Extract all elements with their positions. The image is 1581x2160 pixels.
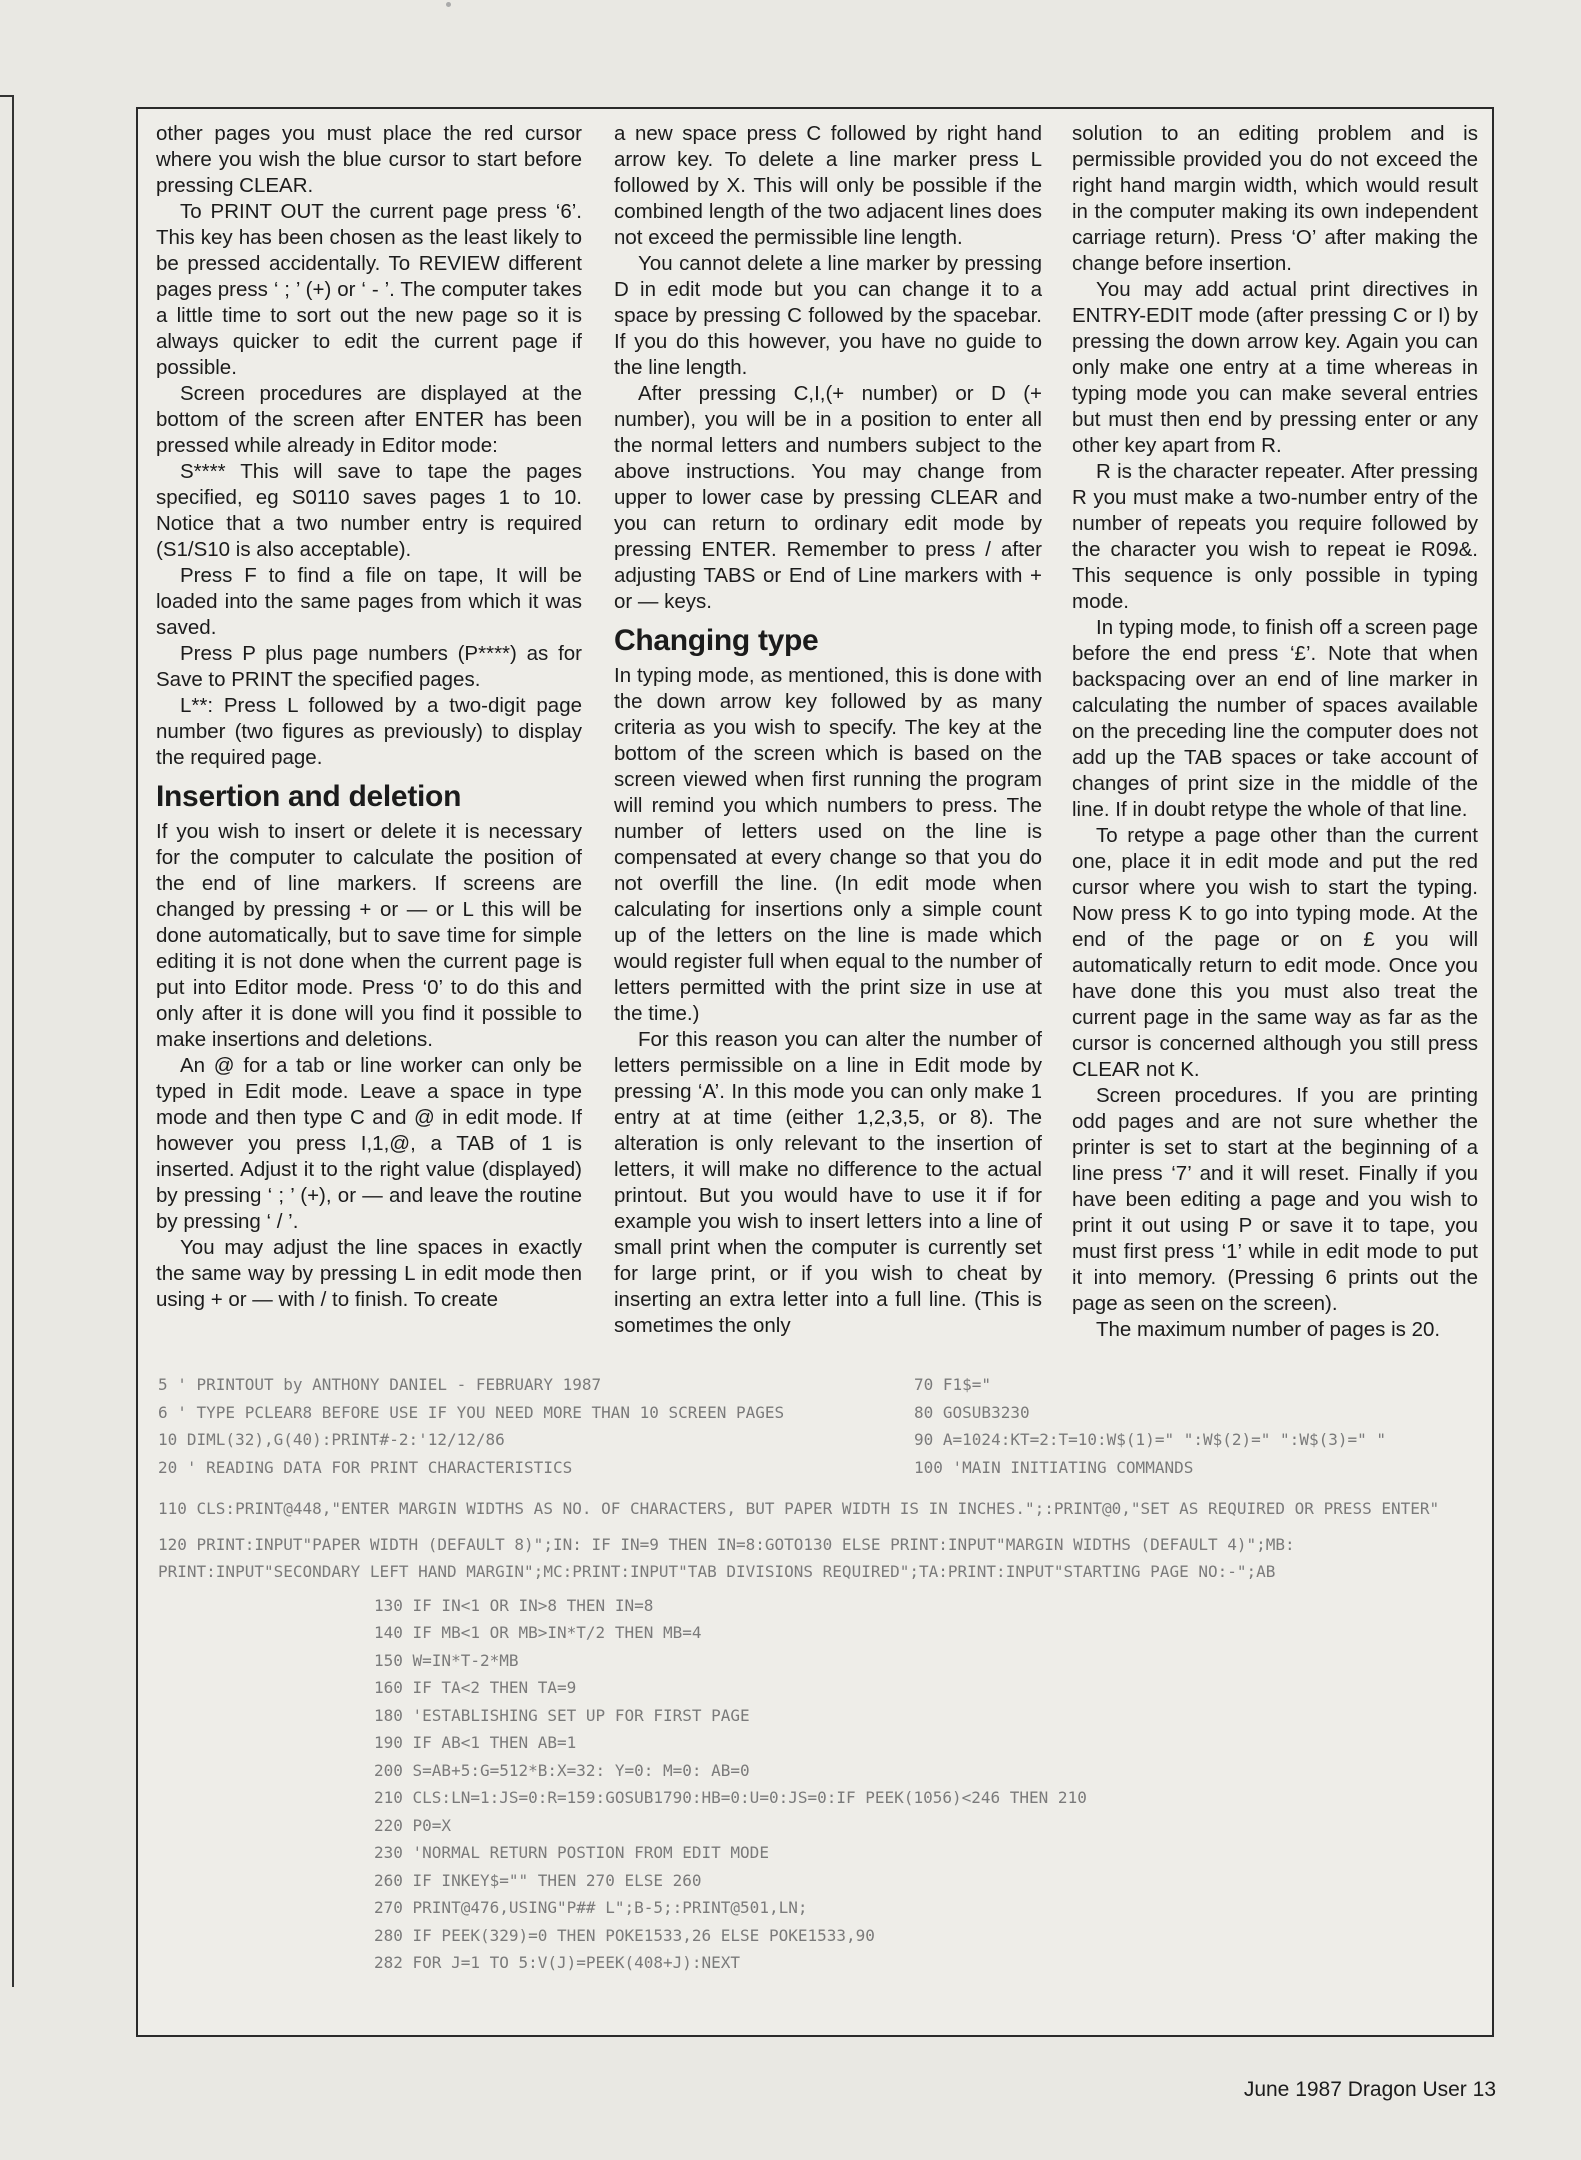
paragraph: The maximum number of pages is 20.	[1096, 1318, 1441, 1341]
column-1	[156, 121, 582, 1313]
section-heading-changing-type: Changing type	[614, 624, 819, 657]
code-line: 270 PRINT@476,USING"P## L";B-5;:PRINT@501,LN;	[374, 1898, 808, 1917]
code-line: 120 PRINT:INPUT"PAPER WIDTH (DEFAULT 8)";IN: IF IN=9 THEN IN=8:GOTO130 ELSE PRINT:INPUT"MARGIN WIDTHS (DEFAULT 4)";MB: PRINT:INPUT"SECONDARY LEFT HAND MARGIN";MC:PRINT:INPUT"TAB DIVISIONS REQUIRED";TA:PRINT:INPUT"STARTING PAGE NO:-";AB	[158, 1534, 1295, 1581]
paragraph: Press P plus page numbers (P****) as for Save to PRINT the specified pages.	[156, 642, 582, 691]
code-line: 110 CLS:PRINT@448,"ENTER MARGIN WIDTHS AS NO. OF CHARACTERS, BUT PAPER WIDTH IS IN INCHES.";:PRINT@0,"SET AS REQUIRED OR PRESS ENTER"	[158, 1499, 1440, 1518]
paragraph: To PRINT OUT the current page press ‘6’. This key has been chosen as the least likely to be pressed accidentally. To REVIEW different pages press ‘ ; ’ (+) or ‘ - ’. The computer takes a little time to sort out the new page so it is always quicker to edit the current page if possible.	[156, 200, 582, 379]
paragraph: Press F to find a file on tape, It will be loaded into the same pages from which it was saved.	[156, 564, 582, 639]
code-line: 6 ' TYPE PCLEAR8 BEFORE USE IF YOU NEED MORE THAN 10 SCREEN PAGES	[158, 1402, 785, 1422]
paragraph: S**** This will save to tape the pages specified, eg S0110 saves pages 1 to 10. Notice that a two number entry is required (S1/S10 is also acceptable).	[156, 460, 582, 561]
paragraph: L**: Press L followed by a two-digit page number (two figures as previously) to display the required page.	[156, 694, 582, 769]
paragraph: solution to an editing problem and is permissible provided you do not exceed the right hand margin width, which would result in the computer making its own independent carriage return). Press ‘O’ after making the change before insertion.	[1072, 122, 1478, 275]
code-line: 230 'NORMAL RETURN POSTION FROM EDIT MODE	[374, 1843, 769, 1862]
paragraph: In typing mode, to finish off a screen page before the end press ‘£’. Note that when backspacing over an end of line marker in calculating the number of spaces available on the preceding line the computer does not add up the TAB spaces or take account of changes of print size in the middle of the line. If in doubt retype the whole of that line.	[1072, 616, 1478, 821]
code-line: 260 IF INKEY$="" THEN 270 ELSE 260	[374, 1870, 702, 1890]
code-line: 200 S=AB+5:G=512*B:X=32: Y=0: M=0: AB=0	[374, 1760, 750, 1780]
code-line: 180 'ESTABLISHING SET UP FOR FIRST PAGE	[374, 1705, 750, 1725]
column-3	[1072, 121, 1478, 1343]
paragraph: If you wish to insert or delete it is necessary for the computer to calculate the position of the end of line markers. If screens are changed by pressing + or — or L this will be done automatically, but to save time for simple editing it is not done when the current page is put into Editor mode. Press ‘0’ to do this and only after it is done will you find it possible to make insertions and deletions.	[156, 820, 582, 1051]
column-2	[614, 121, 1042, 1339]
code-line: 90 A=1024:KT=2:T=10:W$(1)=" ":W$(2)=" ":W$(3)=" "	[914, 1430, 1387, 1449]
code-line: 20 ' READING DATA FOR PRINT CHARACTERISTICS	[158, 1457, 573, 1477]
section-heading-insertion: Insertion and deletion	[156, 780, 462, 813]
paragraph: In typing mode, as mentioned, this is done with the down arrow key followed by as many criteria as you wish to specify. The key at the bottom of the screen which is based on the screen viewed when first running the program will remind you which numbers to press. The number of letters used on the line is compensated at every change so that you do not overfill the line. (In edit mode when calculating for insertions only a simple count up of the letters on the line is made which would register full when equal to the number of letters permitted with the print size in use at the time.)	[614, 664, 1042, 1025]
code-line: 140 IF MB<1 OR MB>IN*T/2 THEN MB=4	[374, 1623, 702, 1642]
paragraph: For this reason you can alter the number of letters permissible on a line in Edit mode by pressing ‘A’. In this mode you can only make 1 entry at at time (either 1,2,3,5, or 8). The alteration is only relevant to the insertion of letters, it will make no difference to the actual printout. But you would have to use it if for example you wish to insert letters into a line of small print when the computer is currently set for large print, or if you wish to cheat by inserting an extra letter into a full line. (This is sometimes the only	[614, 1028, 1042, 1337]
paragraph: other pages you must place the red cursor where you wish the blue cursor to start before pressing CLEAR.	[156, 122, 582, 197]
code-line: 150 W=IN*T-2*MB	[374, 1650, 519, 1670]
code-line: 220 P0=X	[374, 1815, 452, 1835]
paragraph: To retype a page other than the current one, place it in edit mode and put the red cursor where you wish to start the typing. Now press K to go into typing mode. At the end of the page or on £ you will automatically return to edit mode. Once you have done this you must also treat the current page in the same way as far as the cursor is concerned although you still press CLEAR not K.	[1072, 824, 1478, 1081]
paragraph: You may add actual print directives in ENTRY-EDIT mode (after pressing C or I) by pressing the down arrow key. Again you can only make one entry at a time whereas in typing mode you can make several entries but must then end by pressing enter or any other key apart from R.	[1072, 278, 1478, 457]
code-line: 80 GOSUB3230	[914, 1402, 1030, 1422]
code-line: 10 DIML(32),G(40):PRINT#-2:'12/12/86	[158, 1430, 505, 1449]
paragraph: An @ for a tab or line worker can only be typed in Edit mode. Leave a space in type mode and then type C and @ in edit mode. If however you press I,1,@, a TAB of 1 is inserted. Adjust it to the right value (displayed) by pressing ‘ ; ’ (+), or — and leave the routine by pressing ‘ / ’.	[156, 1054, 582, 1233]
paragraph: Screen procedures. If you are printing odd pages and are not sure whether the printer is set to start at the beginning of a line press ‘7’ and it will reset. Finally if you have been editing a page and you wish to print it out using P or save it to tape, you must first press ‘1’ while in edit mode to put it into memory. (Pressing 6 prints out the page as seen on the screen).	[1072, 1084, 1478, 1315]
code-line: 160 IF TA<2 THEN TA=9	[374, 1678, 577, 1697]
program-listing	[154, 1371, 1478, 2021]
facing-page-edge	[0, 95, 14, 1987]
paragraph: Screen procedures are displayed at the bottom of the screen after ENTER has been pressed while already in Editor mode:	[156, 382, 582, 457]
page-footer: June 1987 Dragon User 13	[1243, 2078, 1496, 2101]
code-line: 100 'MAIN INITIATING COMMANDS	[914, 1457, 1194, 1477]
paragraph: You may adjust the line spaces in exactly the same way by pressing L in edit mode then using + or — with / to finish. To create	[156, 1236, 582, 1311]
code-line: 280 IF PEEK(329)=0 THEN POKE1533,26 ELSE POKE1533,90	[374, 1925, 875, 1945]
code-line: 282 FOR J=1 TO 5:V(J)=PEEK(408+J):NEXT	[374, 1953, 741, 1972]
code-line: 190 IF AB<1 THEN AB=1	[374, 1733, 577, 1752]
speck	[446, 2, 451, 7]
article-frame	[136, 107, 1494, 2037]
code-line: 70 F1$="	[914, 1375, 992, 1394]
paragraph: You cannot delete a line marker by pressing D in edit mode but you can change it to a space by pressing C followed by the spacebar. If you do this however, you have no guide to the line length.	[614, 252, 1042, 379]
code-line: 210 CLS:LN=1:JS=0:R=159:GOSUB1790:HB=0:U=0:JS=0:IF PEEK(1056)<246 THEN 210	[374, 1788, 1087, 1807]
paragraph: a new space press C followed by right hand arrow key. To delete a line marker press L followed by X. This will only be possible if the combined length of the two adjacent lines does not exceed the permissible line length.	[614, 122, 1042, 249]
code-line: 130 IF IN<1 OR IN>8 THEN IN=8	[374, 1595, 654, 1615]
code-line: 5 ' PRINTOUT by ANTHONY DANIEL - FEBRUARY 1987	[158, 1375, 602, 1394]
paragraph: After pressing C,I,(+ number) or D (+ number), you will be in a position to enter all the normal letters and numbers subject to the above instructions. You may change from upper to lower case by pressing CLEAR and you can return to ordinary edit mode by pressing ENTER. Remember to press / after adjusting TABS or End of Line markers with + or — keys.	[614, 382, 1042, 613]
paragraph: R is the character repeater. After pressing R you must make a two-number entry of the number of repeats you require followed by the character you wish to repeat ie R09&. This sequence is only possible in typing mode.	[1072, 460, 1478, 613]
